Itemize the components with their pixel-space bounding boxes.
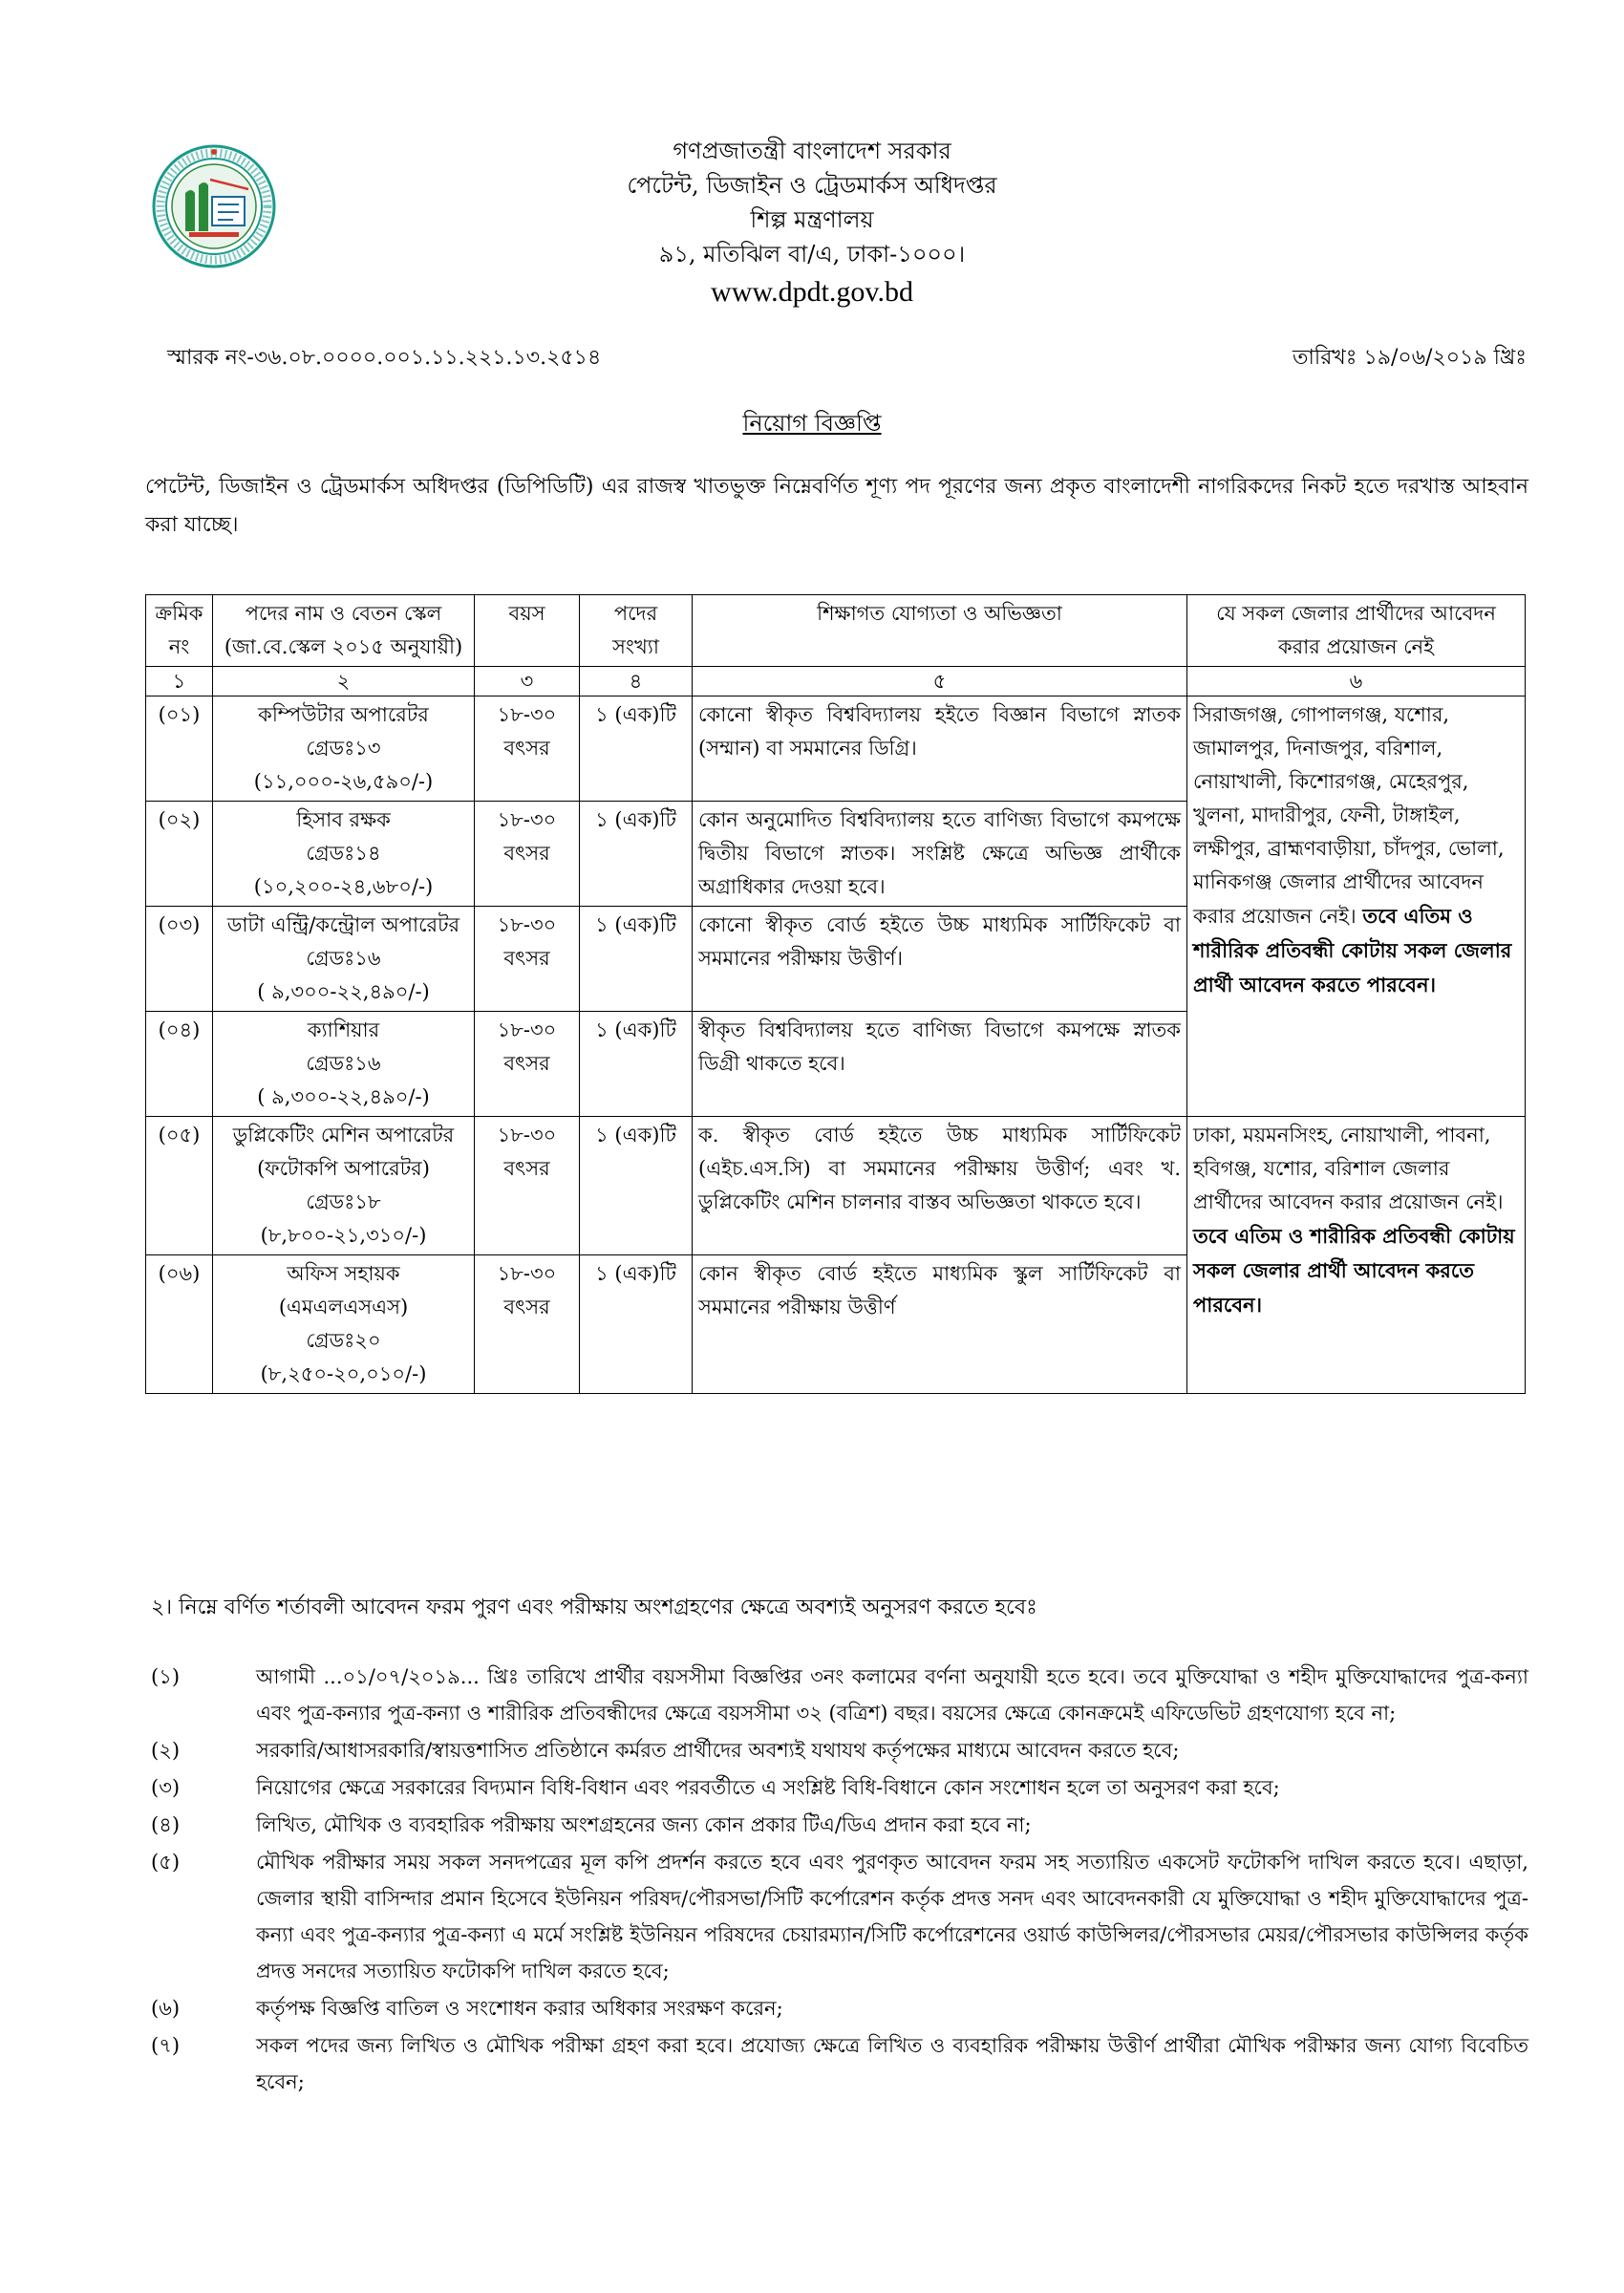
row-count: ১ (এক)টি [580, 1255, 693, 1394]
row-post: ডাটা এন্ট্রি/কন্ট্রোল অপারেটর গ্রেডঃ১৬ ( ৯,৩০০-২২,৪৯০/-) [213, 907, 475, 1012]
list-item [151, 1769, 1528, 1806]
condition-text: সরকারি/আধাসরকারি/স্বায়ত্তশাসিত প্রতিষ্ঠানে কর্মরত প্রার্থীদের অবশ্যই যথাযথ কর্তৃপক্ষের মাধ্যমে আবেদন করতে হবে; [256, 1739, 1180, 1762]
header-ministry-name: শিল্প মন্ত্রণালয় [750, 206, 874, 233]
row-age: ১৮-৩০ বৎসর [475, 907, 580, 1012]
header-serial: ক্রমিক নং [146, 595, 213, 667]
column-number: ৫ [693, 667, 1187, 696]
condition-number: (২) [151, 1739, 181, 1762]
row-qualification: কোন অনুমোদিত বিশ্ববিদ্যালয় হতে বাণিজ্য বিভাগে কমপক্ষে দ্বিতীয় বিভাগে স্নাতক। সংশ্লিষ্ট ক্ষেত্রে অভিজ্ঞ প্রার্থীকে অগ্রাধিকার দেওয়া হবে। [693, 802, 1187, 907]
row-serial: (০৫) [146, 1117, 213, 1255]
list-item [151, 1990, 1528, 2026]
row-qualification: কোন স্বীকৃত বোর্ড হইতে মাধ্যমিক স্কুল সার্টিফিকেট বা সমমানের পরীক্ষায় উত্তীর্ণ [693, 1255, 1187, 1394]
condition-number: (৩) [151, 1776, 181, 1799]
row-post: হিসাব রক্ষক গ্রেডঃ১৪ (১০,২০০-২৪,৬৮০/-) [213, 802, 475, 907]
condition-number: (৪) [151, 1813, 181, 1836]
intro-paragraph: পেটেন্ট, ডিজাইন ও ট্রেডমার্কস অধিদপ্তর (ডিপিডিটি) এর রাজস্ব খাতভুক্ত নিম্নেবর্ণিত শূণ্য পদ পূরণের জন্য প্রকৃত বাংলাদেশী নাগরিকদের নিকট হতে দরখাস্ত আহবান করা যাচ্ছে। [145, 475, 1528, 537]
row-qualification: ক. স্বীকৃত বোর্ড হইতে উচ্চ মাধ্যমিক সার্টিফিকেট (এইচ.এস.সি) বা সমমানের পরীক্ষায় উত্তীর্ণ; এবং খ. ডুপ্লিকেটিং মেশিন চালনার বাস্তব অভিজ্ঞতা থাকতে হবে। [693, 1117, 1187, 1255]
condition-number: (৭) [151, 2034, 181, 2057]
government-seal-icon [151, 143, 277, 269]
header-department-name: পেটেন্ট, ডিজাইন ও ট্রেডমার্কস অধিদপ্তর [627, 172, 997, 199]
row-count: ১ (এক)টি [580, 1012, 693, 1117]
column-number: ৩ [475, 667, 580, 696]
row-count: ১ (এক)টি [580, 907, 693, 1012]
office-header [478, 134, 1146, 313]
list-item [151, 1732, 1528, 1768]
row-age: ১৮-৩০ বৎসর [475, 1117, 580, 1255]
list-item [151, 2027, 1528, 2100]
district-exclusion-group-1 [1187, 696, 1526, 1117]
row-post: ক্যাশিয়ার গ্রেডঃ১৬ ( ৯,৩০০-২২,৪৯০/-) [213, 1012, 475, 1117]
row-age: ১৮-৩০ বৎসর [475, 1255, 580, 1394]
district-list: সিরাজগঞ্জ, গোপালগঞ্জ, যশোর, জামালপুর, দিনাজপুর, বরিশাল, নোয়াখালী, কিশোরগঞ্জ, মেহেরপুর, খুলনা, মাদারীপুর, ফেনী, টাঙ্গাইল, লক্ষীপুর, ব্রাহ্মণবাড়ীয়া, চাঁদপুর, ভোলা, মানিকগঞ্জ জেলার প্রার্থীদের আবেদন করার প্রয়োজন নেই। [1193, 703, 1505, 928]
header-govt-name: গণপ্রজাতন্ত্রী বাংলাদেশ সরকার [673, 138, 951, 164]
header-age: বয়স [475, 595, 580, 667]
notice-title: নিয়োগ বিজ্ঞপ্তি [742, 410, 882, 437]
notice-date: তারিখঃ ১৯/০৬/২০১৯ খ্রিঃ [1293, 346, 1527, 370]
row-count: ১ (এক)টি [580, 1117, 693, 1255]
quota-note: তবে এতিম ও শারীরিক প্রতিবন্ধী কোটায় সকল জেলার প্রার্থী আবেদন করতে পারবেন। [1193, 904, 1512, 996]
header-count: পদের সংখ্যা [580, 595, 693, 667]
row-qualification: কোনো স্বীকৃত বিশ্ববিদ্যালয় হইতে বিজ্ঞান বিভাগে স্নাতক (সম্মান) বা সমমানের ডিগ্রি। [693, 696, 1187, 802]
condition-text: মৌখিক পরীক্ষার সময় সকল সনদপত্রের মূল কপি প্রদর্শন করতে হবে এবং পুরণকৃত আবেদন ফরম সহ সত্যায়িত একসেট ফটোকপি দাখিল করতে হবে। এছাড়া, জেলার স্থায়ী বাসিন্দার প্রমান হিসেবে ইউনিয়ন পরিষদ/পৌরসভা/সিটি কর্পোরেশন কর্তৃক প্রদত্ত সনদ এবং আবেদনকারী যে মুক্তিযোদ্ধা ও শহীদ মুক্তিযোদ্ধাদের পুত্র-কন্যা এবং পুত্র-কন্যার পুত্র-কন্যা এ মর্মে সংশ্লিষ্ট ইউনিয়ন পরিষদের চেয়ারম্যান/সিটি কর্পোরেশনের ওয়ার্ড কাউন্সিলর/পৌরসভার মেয়র/পৌরসভার কাউন্সিলর কর্তৃক প্রদত্ত সনদের সত্যায়িত ফটোকপি দাখিল করতে হবে; [256, 1851, 1528, 1982]
header-address: ৯১, মতিঝিল বা/এ, ঢাকা-১০০০। [658, 241, 966, 268]
row-serial: (০২) [146, 802, 213, 907]
condition-text: নিয়োগের ক্ষেত্রে সরকারের বিদ্যমান বিধি-বিধান এবং পরবর্তীতে এ সংশ্লিষ্ট বিধি-বিধানে কোন সংশোধন হলে তা অনুসরণ করা হবে; [256, 1776, 1280, 1799]
column-number: ৬ [1187, 667, 1526, 696]
row-age: ১৮-৩০ বৎসর [475, 802, 580, 907]
header-qualification: শিক্ষাগত যোগ্যতা ও অভিজ্ঞতা [693, 595, 1187, 667]
district-list: ঢাকা, ময়মনসিংহ, নোয়াখালী, পাবনা, হবিগঞ্জ, যশোর, বরিশাল জেলার প্রার্থীদের আবেদন করার প্রয়োজন নেই। [1193, 1124, 1504, 1213]
condition-number: (১) [151, 1665, 181, 1688]
list-item [151, 1807, 1528, 1843]
table-row [146, 696, 1526, 802]
row-serial: (০৩) [146, 907, 213, 1012]
column-number: ২ [213, 667, 475, 696]
header-districts: যে সকল জেলার প্রার্থীদের আবেদন করার প্রয়োজন নেই [1187, 595, 1526, 667]
table-row [146, 1117, 1526, 1255]
condition-number: (৬) [151, 1997, 181, 2020]
list-item [151, 1844, 1528, 1989]
condition-text: আগামী ...০১/০৭/২০১৯... খ্রিঃ তারিখে প্রার্থীর বয়সসীমা বিজ্ঞপ্তির ৩নং কলামের বর্ণনা অনুযায়ী হতে হবে। তবে মুক্তিযোদ্ধা ও শহীদ মুক্তিযোদ্ধাদের পুত্র-কন্যা এবং পুত্র-কন্যার পুত্র-কন্যা ও শারীরিক প্রতিবন্ধীদের ক্ষেত্রে বয়সসীমা ৩২ (বত্রিশ) বছর। বয়সের ক্ষেত্রে কোনক্রমেই এফিডেভিট গ্রহণযোগ্য হবে না; [256, 1665, 1528, 1725]
district-exclusion-group-2 [1187, 1117, 1526, 1394]
row-post: অফিস সহায়ক (এমএলএসএস) গ্রেডঃ২০ (৮,২৫০-২০,০১০/-) [213, 1255, 475, 1394]
row-age: ১৮-৩০ বৎসর [475, 696, 580, 802]
row-count: ১ (এক)টি [580, 802, 693, 907]
list-item [151, 1659, 1528, 1731]
row-count: ১ (এক)টি [580, 696, 693, 802]
column-number-row [146, 667, 1526, 696]
column-number: ৪ [580, 667, 693, 696]
header-post: পদের নাম ও বেতন স্কেল (জা.বে.স্কেল ২০১৫ অনুযায়ী) [213, 595, 475, 667]
row-serial: (০৪) [146, 1012, 213, 1117]
quota-note: তবে এতিম ও শারীরিক প্রতিবন্ধী কোটায় সকল জেলার প্রার্থী আবেদন করতে পারবেন। [1193, 1224, 1515, 1317]
row-qualification: স্বীকৃত বিশ্ববিদ্যালয় হতে বাণিজ্য বিভাগে কমপক্ষে স্নাতক ডিগ্রী থাকতে হবে। [693, 1012, 1187, 1117]
conditions-list [151, 1659, 1528, 2101]
row-qualification: কোনো স্বীকৃত বোর্ড হইতে উচ্চ মাধ্যমিক সার্টিফিকেট বা সমমানের পরীক্ষায় উত্তীর্ণ। [693, 907, 1187, 1012]
memo-number: স্মারক নং-৩৬.০৮.০০০০.০০১.১১.২২১.১৩.২৫১৪ [167, 346, 602, 370]
row-age: ১৮-৩০ বৎসর [475, 1012, 580, 1117]
condition-text: লিখিত, মৌখিক ও ব্যবহারিক পরীক্ষায় অংশগ্রহনের জন্য কোন প্রকার টিএ/ডিএ প্রদান করা হবে না; [256, 1813, 1032, 1836]
row-serial: (০৬) [146, 1255, 213, 1394]
row-serial: (০১) [146, 696, 213, 802]
conditions-heading: ২। নিম্নে বর্ণিত শর্তাবলী আবেদন ফরম পুরণ এবং পরীক্ষায় অংশগ্রহণের ক্ষেত্রে অবশ্যই অনুসরণ করতে হবেঃ [151, 1596, 1037, 1619]
condition-text: কর্তৃপক্ষ বিজ্ঞপ্তি বাতিল ও সংশোধন করার অধিকার সংরক্ষণ করেন; [256, 1997, 783, 2020]
header-website-link[interactable]: www.dpdt.gov.bd [711, 276, 913, 308]
table-header-row [146, 595, 1526, 667]
condition-text: সকল পদের জন্য লিখিত ও মৌখিক পরীক্ষা গ্রহণ করা হবে। প্রযোজ্য ক্ষেত্রে লিখিত ও ব্যবহারিক পরীক্ষায় উত্তীর্ণ প্রার্থীরা মৌখিক পরীক্ষার জন্য যোগ্য বিবেচিত হবেন; [256, 2034, 1528, 2093]
column-number: ১ [146, 667, 213, 696]
condition-number: (৫) [151, 1851, 181, 1874]
row-post: ডুপ্লিকেটিং মেশিন অপারেটর (ফটোকপি অপারেটর) গ্রেডঃ১৮ (৮,৮০০-২১,৩১০/-) [213, 1117, 475, 1255]
vacancy-table [145, 594, 1526, 1394]
row-post: কম্পিউটার অপারেটর গ্রেডঃ১৩ (১১,০০০-২৬,৫৯০/-) [213, 696, 475, 802]
